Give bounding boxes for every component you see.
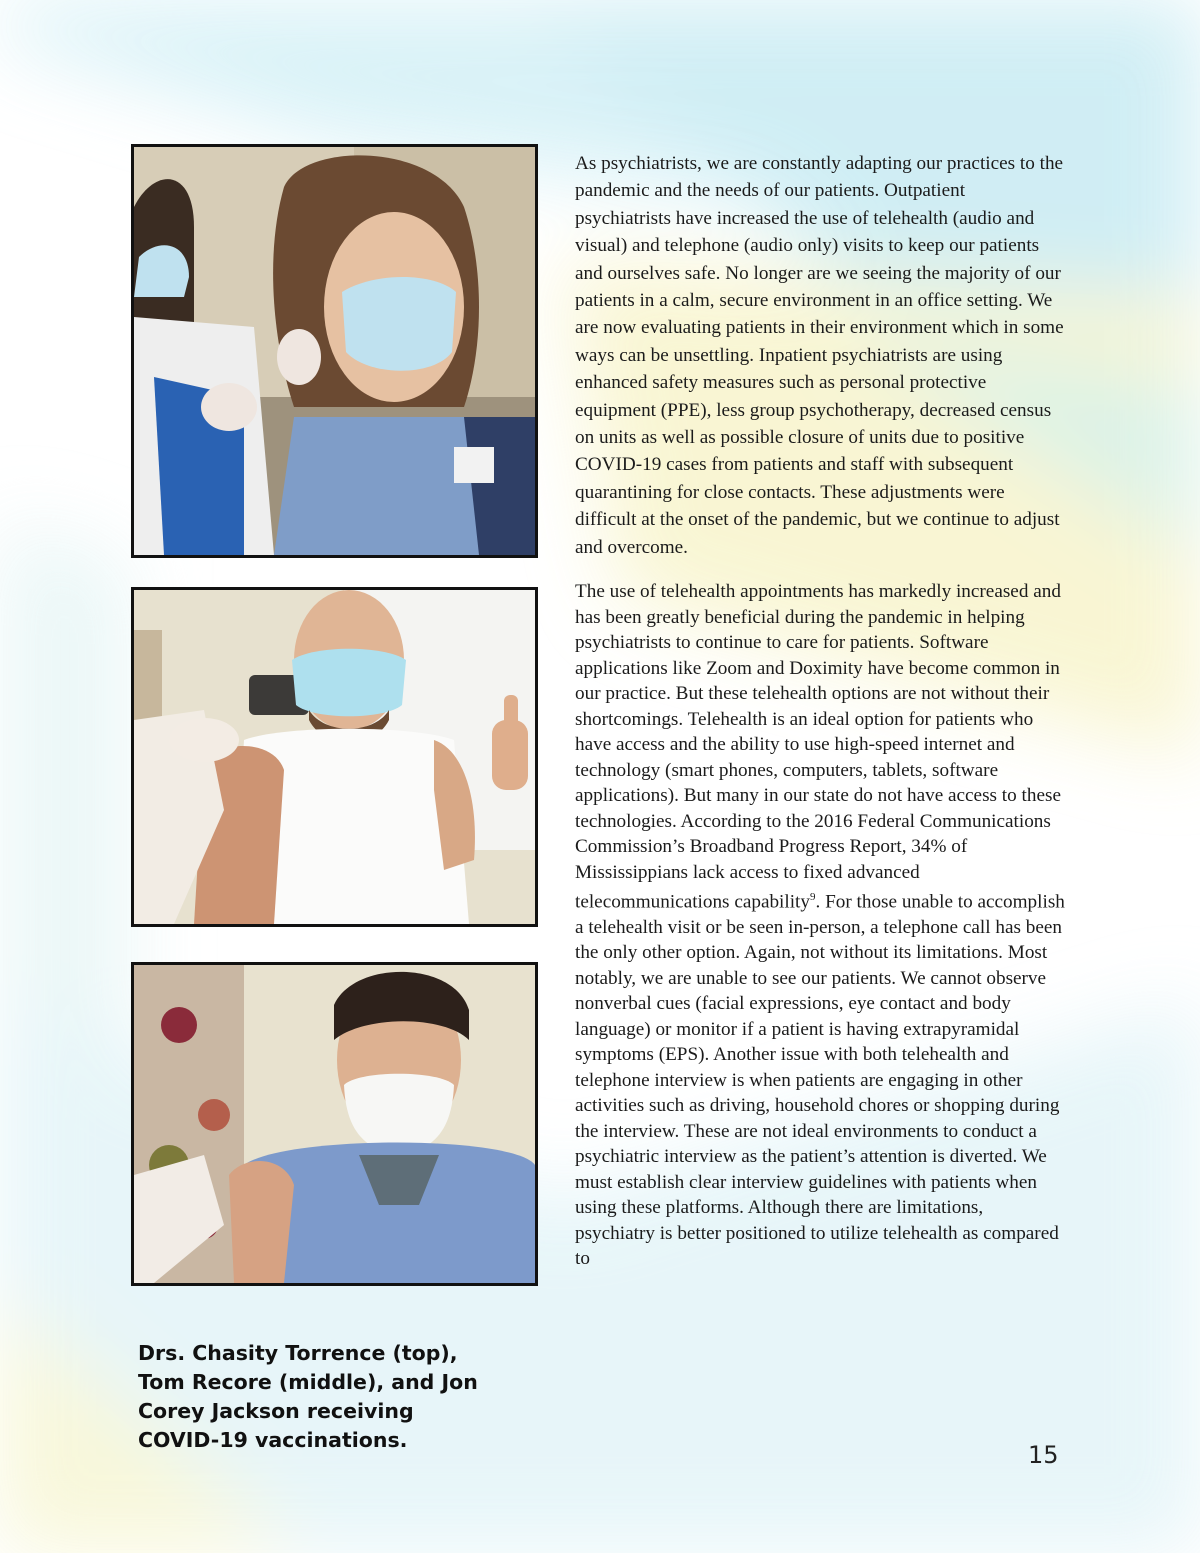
article-paragraph-1: As psychiatrists, we are constantly adapting our practices to the pandemic and the needs of our patients. Outpatient psychiatrists have increased the use of telehealth (audio and visual) and telephone (audio only) visits to keep our patients and ourselves safe. No longer are we seeing the majority of our patients in a calm, secure environment in an office setting. We are now evaluating patients in their environment which in some ways can be unsettling. Inpatient psychiatrists are using enhanced safety measures such as personal protective equipment (PPE), less group psychotherapy, decreased census on units as well as possible closure of units due to positive COVID-19 cases from patients and staff with subsequent quarantining for close contacts. These adjustments were difficult at the onset of the pandemic, but we continue to adjust and overcome. — [575, 153, 1064, 558]
paragraph-2-text-b: . For those unable to accomplish a telehealth visit or be seen in-person, a telephone call has been the only other option. Again, not without its limitations. Most notably, we are unable to see our patients. We cannot observe nonverbal cues (facial expressions, eye contact and body language) or monitor if a patient is having extrapyramidal symptoms (EPS). Another issue with both telehealth and telephone interview is when patients are engaging in other activities such as driving, household chores or shopping during the interview. These are not ideal environments to conduct a psychiatric interview as the patient’s attention is diverted. We must establish clear interview guidelines with patients when using these platforms. Although there are limitations, psychiatry is better positioned to utilize telehealth as compared to — [575, 891, 1065, 1270]
footnote-reference-9: 9 — [809, 891, 816, 904]
page-number: 15 — [1028, 1441, 1059, 1469]
article-paragraph-2 — [575, 579, 1065, 1272]
article-body — [575, 150, 1065, 1272]
vaccination-photo-middle — [131, 587, 538, 927]
photo-caption: Drs. Chasity Torrence (top), Tom Recore (middle), and Jon Corey Jackson receiving COVID-19 vaccinations. — [138, 1341, 478, 1452]
vaccination-photo-top — [131, 144, 538, 558]
paragraph-2-text-a: The use of telehealth appointments has markedly increased and has been greatly beneficial during the pandemic in helping psychiatrists to continue to care for patients. Software applications like Zoom and Doximity have become common in our practice. But these telehealth options are not without their shortcomings. Telehealth is an ideal option for patients who have access and the ability to use high-speed internet and technology (smart phones, computers, tablets, software applications). But many in our state do not have access to these technologies. According to the 2016 Federal Communications Commission’s Broadband Progress Report, 34% of Mississippians lack access to fixed advanced telecommunications capability — [575, 581, 1061, 913]
vaccination-photo-bottom — [131, 962, 538, 1286]
